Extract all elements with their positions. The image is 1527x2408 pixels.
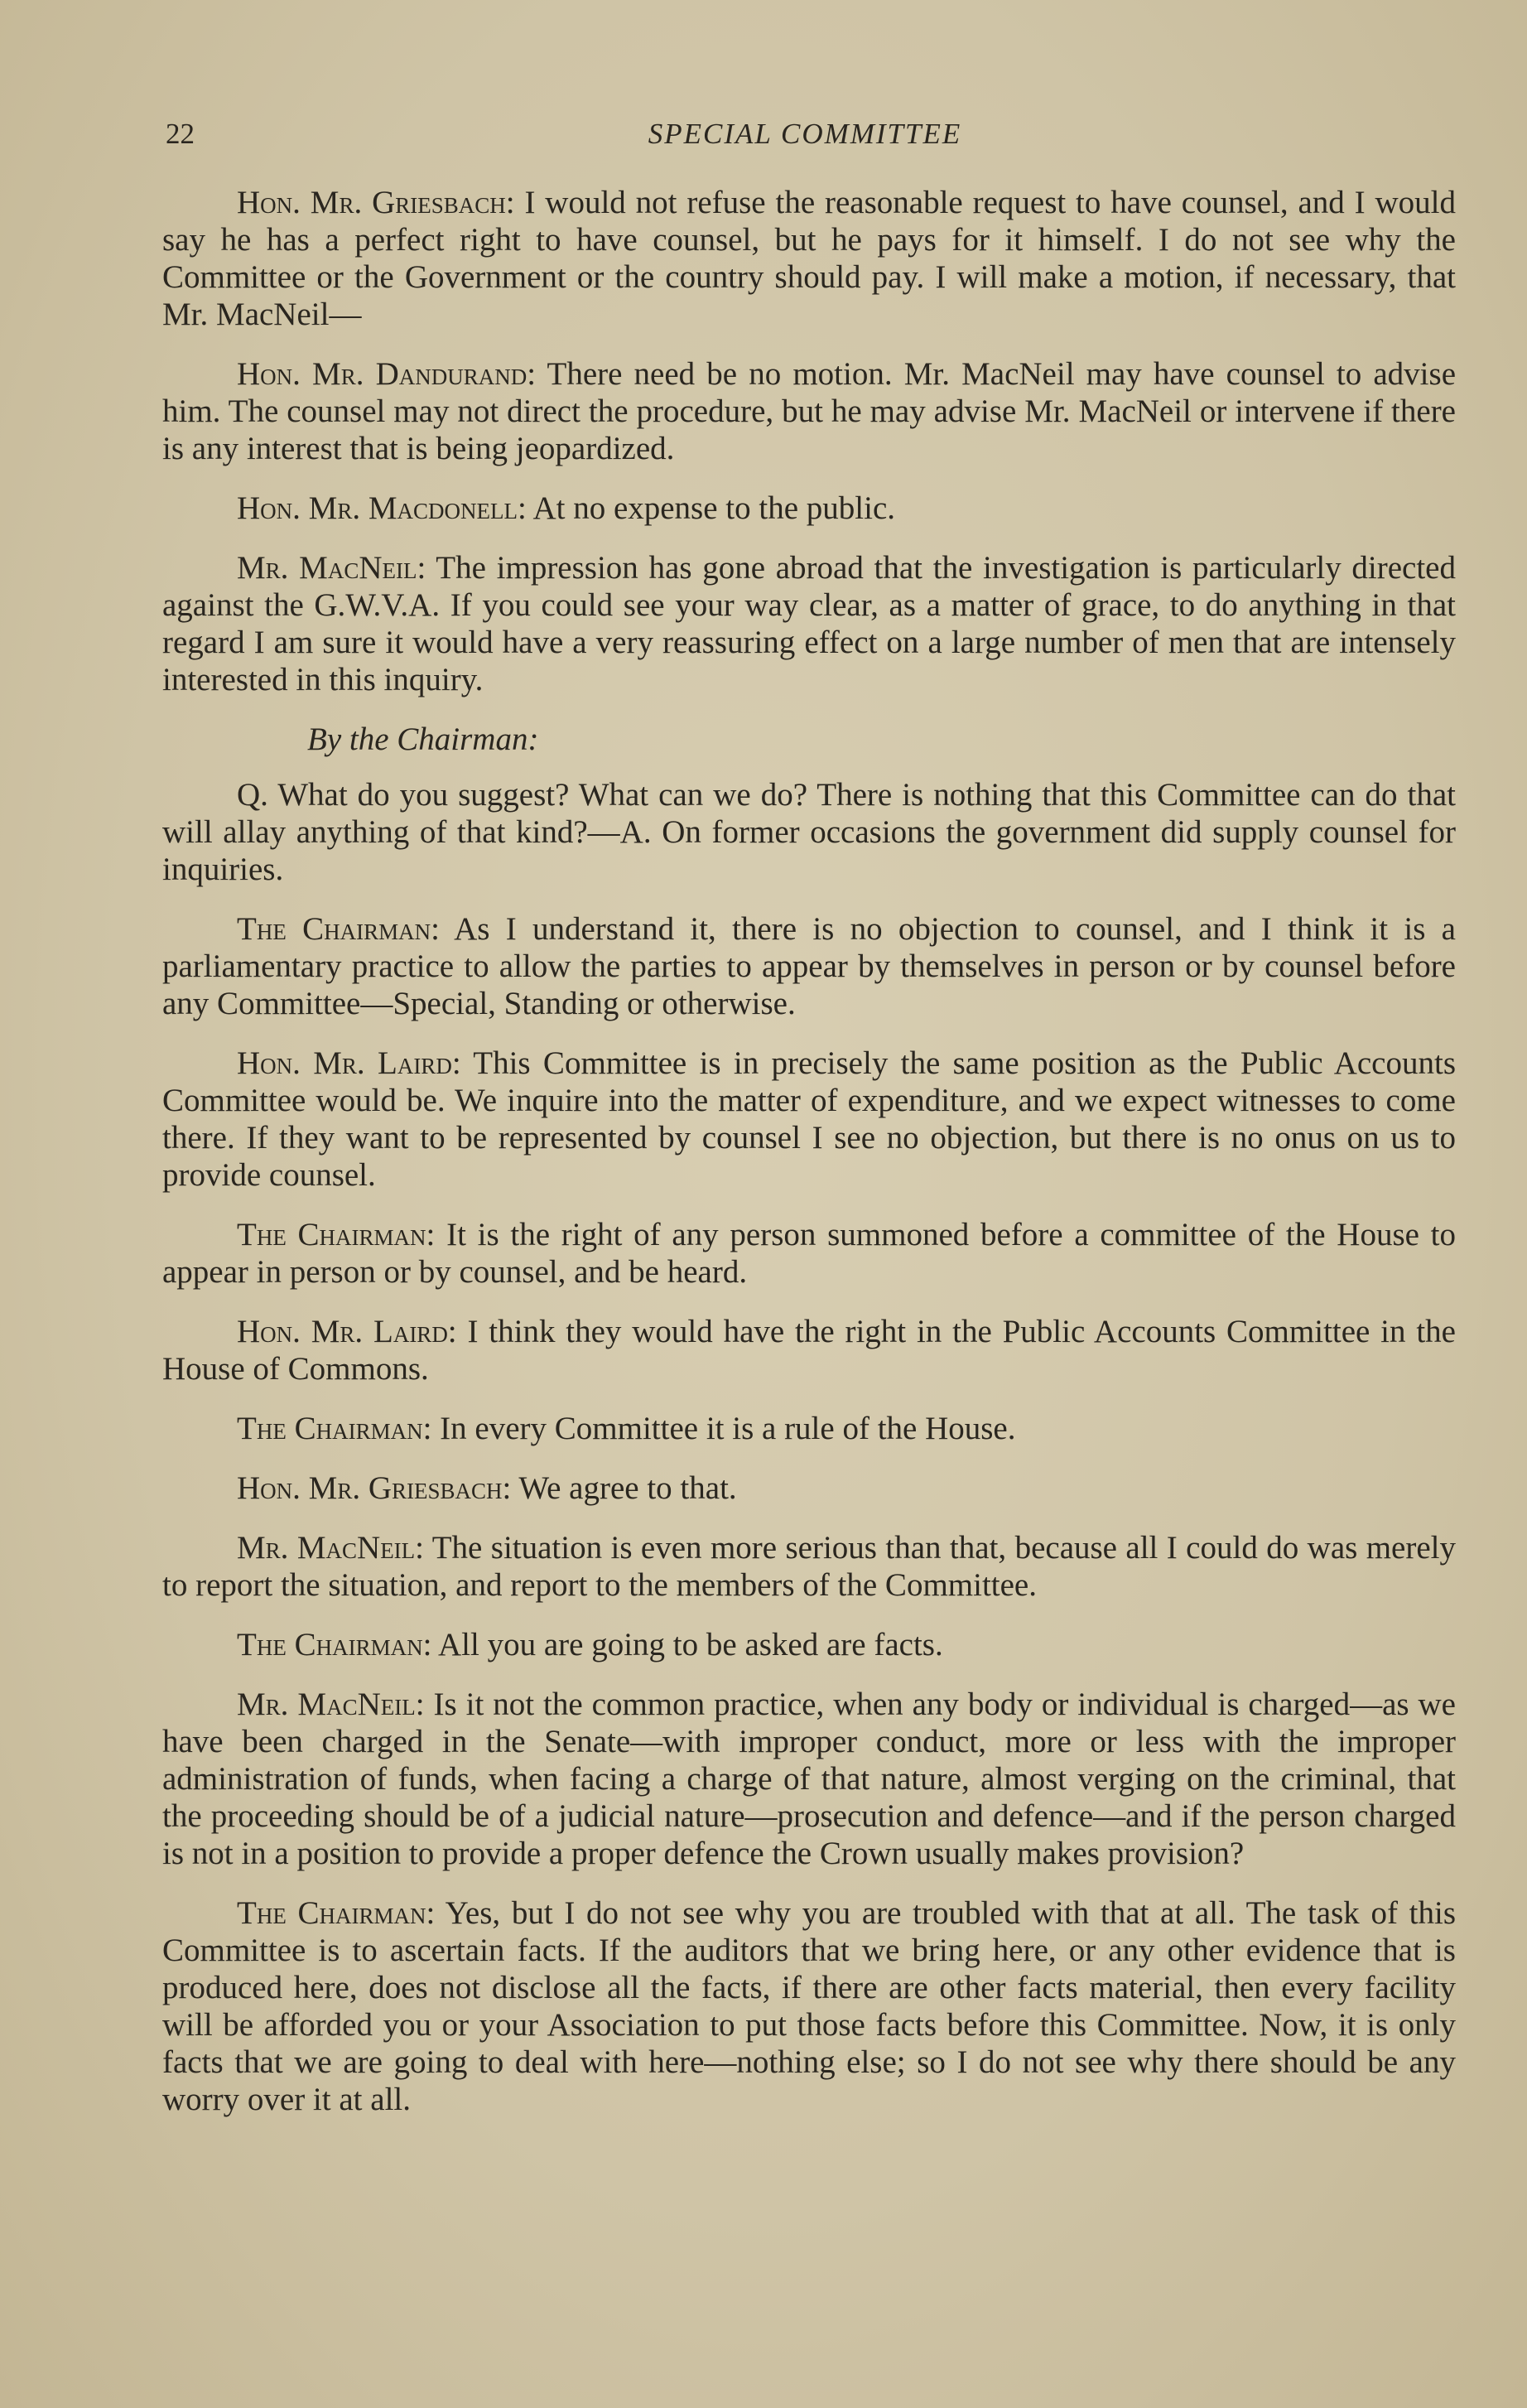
paragraph [162, 1626, 1456, 1663]
paragraph-text: Q. What do you suggest? What can we do? There is nothing that this Committee can do that will allay anything of that kind?—A. On former occasions the government did supply counsel for inquiries. [162, 777, 1456, 887]
paragraph [162, 1894, 1456, 2118]
paragraph-text: It is the right of any person summoned before a committee of the House to appear in person or by counsel, and be heard. [162, 1217, 1456, 1290]
paragraph-text: There need be no motion. Mr. MacNeil may have counsel to advise him. The counsel may not direct the procedure, but he may advise Mr. MacNeil or intervene if there is any interest that is being jeopardized. [162, 356, 1456, 466]
paragraph [162, 490, 1456, 527]
paragraph-text: As I understand it, there is no objection to counsel, and I think it is a parliamentary practice to allow the parties to appear by themselves in person or by counsel before any Committee—Special, Standing or otherwise. [162, 911, 1456, 1021]
page-header [166, 118, 1444, 159]
paragraph-text: Is it not the common practice, when any body or individual is charged—as we have been charged in the Senate—with improper conduct, more or less with the improper administration of funds, when facing a charge of that nature, almost verging on the criminal, that the proceeding should be of a judicial nature—prosecution and defence—and if the person charged is not in a position to provide a proper defence the Crown usually makes provision? [162, 1687, 1456, 1871]
transcript-body [162, 184, 1456, 2140]
paragraph-text: At no expense to the public. [526, 490, 896, 526]
paragraph [162, 1686, 1456, 1872]
paragraph-text: The situation is even more serious than that, because all I could do was merely to report the situation, and report to the members of the Committee. [162, 1530, 1456, 1603]
speaker: The Chairman: [237, 911, 440, 947]
paragraph [162, 355, 1456, 467]
paragraph-text: We agree to that. [511, 1470, 737, 1506]
speaker: The Chairman: [237, 1895, 436, 1931]
speaker: Mr. MacNeil: [237, 1687, 425, 1722]
paragraph [162, 776, 1456, 888]
paragraph [162, 1529, 1456, 1604]
speaker: The Chairman: [237, 1217, 436, 1252]
paragraph [162, 1313, 1456, 1387]
paragraph [162, 184, 1456, 333]
paragraph-text: I think they would have the right in the Public Accounts Committee in the House of Commons. [162, 1314, 1456, 1387]
speaker: The Chairman: [237, 1627, 432, 1662]
paragraph [162, 1216, 1456, 1291]
paragraph [162, 1469, 1456, 1507]
speaker: Mr. MacNeil: [237, 1530, 425, 1566]
speaker: Hon. Mr. Laird: [237, 1314, 457, 1349]
paragraph-text: All you are going to be asked are facts. [431, 1627, 943, 1662]
paragraph [162, 910, 1456, 1022]
running-head: SPECIAL COMMITTEE [648, 118, 962, 150]
paragraph-text: This Committee is in precisely the same position as the Public Accounts Committee would be. We inquire into the matter of expenditure, and we expect witnesses to come there. If they want to be represented by counsel I see no objection, but there is no onus on us to provide counsel. [162, 1045, 1456, 1193]
paragraph [162, 1410, 1456, 1447]
speaker: Hon. Mr. Macdonell: [237, 490, 527, 526]
paragraph [162, 1045, 1456, 1194]
speaker: Hon. Mr. Griesbach: [237, 1470, 512, 1506]
paragraph-text: Yes, but I do not see why you are troubled with that at all. The task of this Committee is to ascertain facts. If the auditors that we bring here, or any other evidence that is produced here, does not disclose all the facts, if there are other facts material, then every facility will be afforded you or your Association to put those facts before this Committee. Now, it is only facts that we are going to deal with here—nothing else; so I do not see why there should be any worry over it at all. [162, 1895, 1456, 2117]
paragraph-text: The impression has gone abroad that the investigation is particularly directed against the G.W.V.A. If you could see your way clear, as a matter of grace, to do anything in that regard I am sure it would have a very reassuring effect on a large number of men that are intensely interested in this inquiry. [162, 550, 1456, 697]
speaker: Hon. Mr. Griesbach: [237, 185, 515, 220]
paragraph-text: I would not refuse the reasonable request to have counsel, and I would say he has a perfect right to have counsel, but he pays for it himself. I do not see why the Committee or the Government or the country should pay. I will make a motion, if necessary, that Mr. MacNeil— [162, 185, 1456, 332]
speaker: The Chairman: [237, 1411, 432, 1446]
speaker: Mr. MacNeil: [237, 550, 426, 586]
speaker: Hon. Mr. Laird: [237, 1045, 461, 1081]
page-number: 22 [166, 118, 195, 150]
paragraph [162, 549, 1456, 698]
speaker: Hon. Mr. Dandurand: [237, 356, 537, 392]
paragraph-text: In every Committee it is a rule of the House. [431, 1411, 1016, 1446]
section-subhead: By the Chairman: [307, 721, 539, 757]
